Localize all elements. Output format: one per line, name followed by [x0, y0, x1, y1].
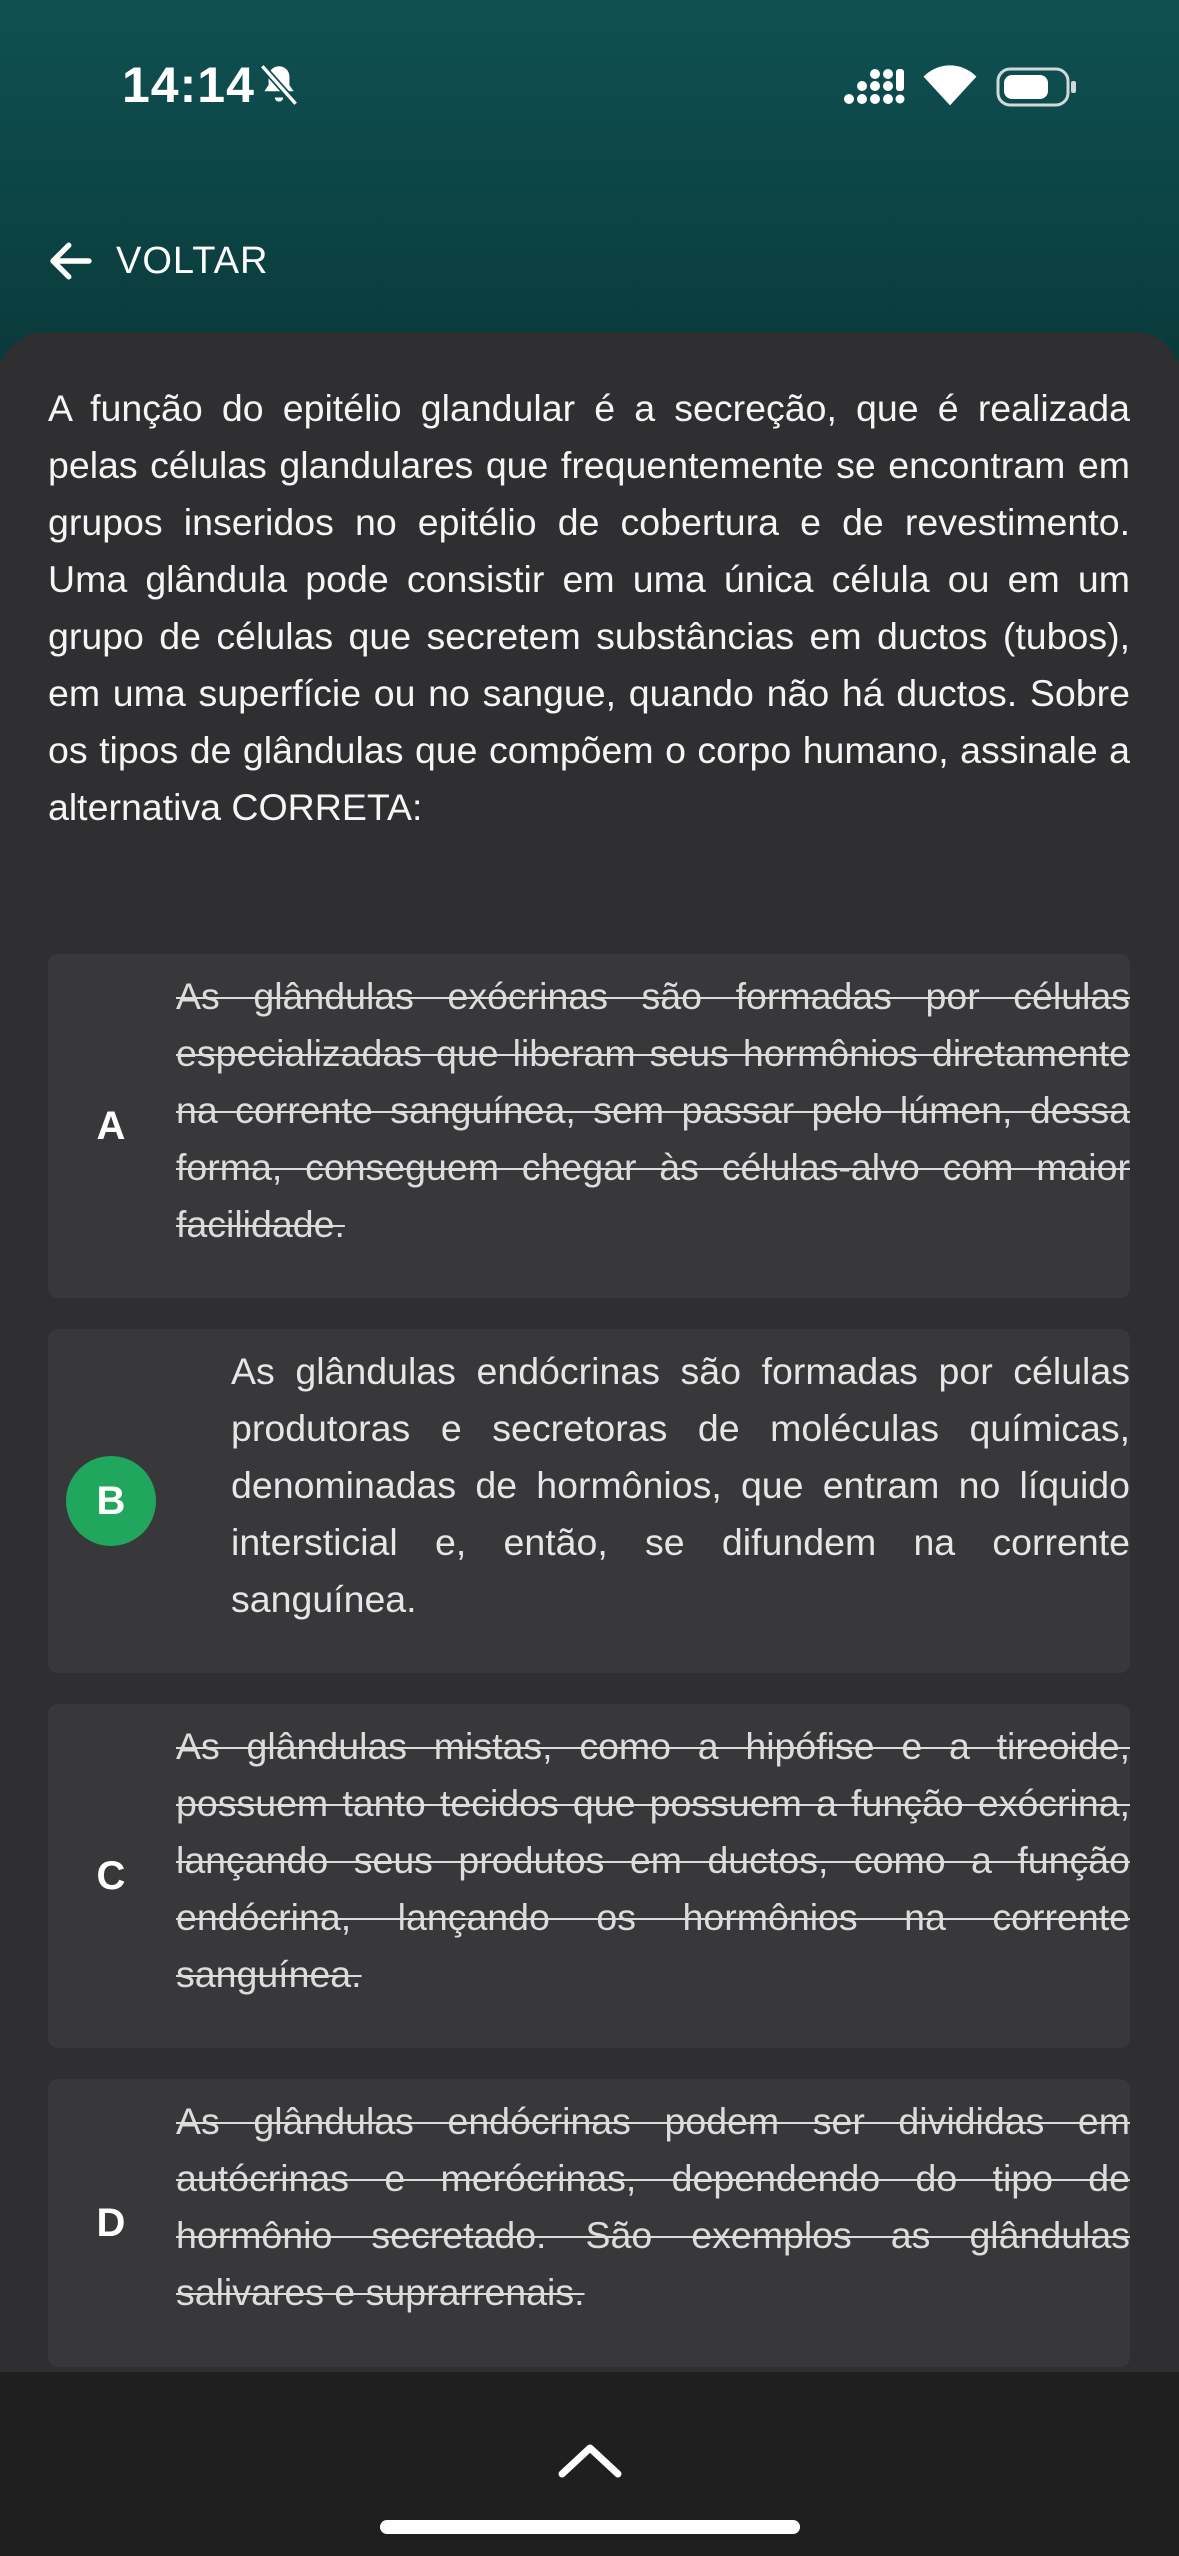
option-text: As glândulas endócrinas são formadas por células produtoras e secretoras de moléculas químicas, denominadas de hormônios, que entram no líquido intersticial e, então, se difundem na corrente sanguínea.	[231, 1350, 1130, 1620]
option-c[interactable]	[48, 1704, 1130, 2048]
option-b[interactable]	[48, 1329, 1130, 1673]
home-indicator	[380, 2520, 800, 2534]
battery-icon	[996, 66, 1078, 108]
option-letter: C	[96, 1854, 126, 1898]
signal-icon	[843, 66, 905, 108]
arrow-left-icon	[44, 234, 98, 288]
status-time: 14:14	[122, 57, 255, 113]
option-letter: A	[96, 1104, 126, 1148]
correct-badge: B	[66, 1456, 156, 1546]
back-label: VOLTAR	[116, 239, 269, 282]
wifi-icon	[922, 64, 978, 110]
option-letter: D	[96, 2201, 126, 2245]
back-button[interactable]	[44, 226, 268, 296]
option-text: As glândulas exócrinas são formadas por células especializadas que liberam seus hormônios diretamente na corrente sanguínea, sem passar pelo lúmen, dessa forma, conseguem chegar às células-alvo com maior facilidade.	[176, 975, 1130, 1245]
option-text: As glândulas endócrinas podem ser divididas em autócrinas e merócrinas, dependendo do tipo de hormônio secretado. São exemplos as glândulas salivares e suprarrenais.	[176, 2100, 1130, 2313]
app-header	[0, 0, 1179, 360]
question-text: A função do epitélio glandular é a secreção, que é realizada pelas células glandulares que frequentemente se encontram em grupos inseridos no epitélio de cobertura e de revestimento. Uma glândula pode consistir em uma única célula ou em um grupo de células que secretem substâncias em ductos (tubos), em uma superfície ou no sangue, quando não há ductos. Sobre os tipos de glândulas que compõem o corpo humano, assinale a alternativa CORRETA:	[48, 387, 1130, 828]
option-a[interactable]	[48, 954, 1130, 1298]
bell-muted-icon	[254, 60, 304, 110]
chevron-up-icon[interactable]	[556, 2440, 624, 2480]
option-text: As glândulas mistas, como a hipófise e a tireoide, possuem tanto tecidos que possuem a função exócrina, lançando seus produtos em ductos, como a função endócrina, lançando os hormônios na corrente sanguínea.	[176, 1725, 1130, 1995]
option-d[interactable]	[48, 2079, 1130, 2367]
